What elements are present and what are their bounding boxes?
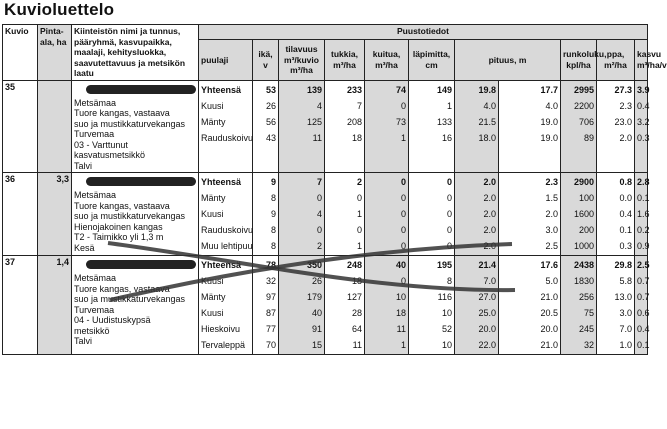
species-value: 21.0 <box>540 292 558 302</box>
col-ppa <box>597 173 635 256</box>
info-line: Talvi <box>74 160 93 171</box>
total-value: 19.8 <box>478 84 496 95</box>
species-value: 0 <box>446 241 452 251</box>
species-value: 127 <box>346 292 362 302</box>
col-tukkia <box>325 80 365 173</box>
species-value: 18.0 <box>478 132 496 143</box>
species-value: 1.0 <box>619 340 632 350</box>
total-value: 27.3 <box>614 84 632 95</box>
compartment-table <box>2 24 667 355</box>
species-value: 0.9 <box>637 241 650 251</box>
total-value: 233 <box>346 84 362 95</box>
species-value: 0 <box>400 276 406 286</box>
total-value: 195 <box>436 260 452 270</box>
col-tilavuus <box>279 80 325 173</box>
info-line: T2 - Taimikko yli 1,3 m <box>74 232 164 242</box>
info-line: Metsämaa <box>74 97 117 108</box>
info-line: Metsämaa <box>74 190 117 200</box>
species-value: 40 <box>311 308 322 318</box>
species-value: 0.1 <box>637 340 650 350</box>
redacted-name <box>86 85 196 94</box>
species-value: 11 <box>352 340 362 350</box>
species-value: 8 <box>270 241 276 251</box>
header-tukkia: tukkia, m³/ha <box>325 40 365 81</box>
species-value: 0.3 <box>637 132 650 143</box>
species-value: 0.4 <box>619 209 632 219</box>
total-value: 2.5 <box>637 260 650 270</box>
header-kasvu: kasvu m³/ha/v <box>635 40 648 81</box>
species-value: 10 <box>441 308 452 318</box>
species-value: 116 <box>437 292 452 302</box>
total-value: 40 <box>395 260 406 270</box>
info-line: Talvi <box>74 336 93 346</box>
col-puulaji <box>199 80 253 173</box>
total-value: 149 <box>436 84 452 95</box>
info-line: 04 - Uudistuskypsä <box>74 315 151 325</box>
species-value: 0.4 <box>637 324 650 334</box>
species-value: 26 <box>311 276 322 286</box>
species-value: Kuusi <box>201 209 224 219</box>
species-value: 13.0 <box>614 292 632 302</box>
species-value: 1 <box>400 340 406 350</box>
total-value: 2900 <box>573 177 594 187</box>
species-value: Kuusi <box>201 308 224 318</box>
species-value: 7.0 <box>483 276 496 286</box>
species-value: 7.0 <box>619 324 632 334</box>
compartment-area: 3,3 <box>38 173 72 256</box>
species-value: 56 <box>265 116 276 127</box>
total-value: Yhteensä <box>201 260 242 270</box>
species-value: 4 <box>316 100 322 111</box>
total-value: 2.0 <box>483 177 496 187</box>
col-kasvu <box>635 256 648 355</box>
compartment-id: 37 <box>3 256 38 355</box>
species-value: 1 <box>446 100 452 111</box>
species-value: 0.6 <box>637 308 650 318</box>
total-value: 17.6 <box>540 260 558 270</box>
species-value: 2.0 <box>483 225 496 235</box>
species-value: 64 <box>351 324 362 334</box>
info-line: suo ja mustikkaturvekangas <box>74 294 186 304</box>
species-value: 73 <box>395 116 406 127</box>
col-runkoluku <box>561 80 597 173</box>
species-value: 0 <box>356 225 362 235</box>
col-runkoluku <box>561 256 597 355</box>
species-value: 20.5 <box>540 308 558 318</box>
compartment-id: 35 <box>3 80 38 173</box>
species-value: 28 <box>351 308 362 318</box>
header-kuvio: Kuvio <box>3 25 38 81</box>
species-value: 2.0 <box>483 193 496 203</box>
compartment-info <box>72 173 199 256</box>
species-value: 1.6 <box>637 209 650 219</box>
total-value: 3.9 <box>637 84 650 95</box>
species-value: 16 <box>441 132 452 143</box>
total-value: 2.3 <box>545 177 558 187</box>
species-value: 2 <box>316 241 322 251</box>
total-value: 2.8 <box>637 177 650 187</box>
col-pituus-a <box>455 256 499 355</box>
col-pituus-b <box>499 256 561 355</box>
species-value: 0.3 <box>619 241 632 251</box>
species-value: 9 <box>270 209 276 219</box>
info-line: Tuore kangas, vastaava <box>74 108 170 118</box>
species-value: 97 <box>265 292 276 302</box>
col-ika <box>253 80 279 173</box>
header-runkoluku: runkoluku, kpl/ha <box>561 40 597 81</box>
header-puulaji: puulaji <box>199 40 253 81</box>
species-value: 0.0 <box>619 193 632 203</box>
compartment-info <box>72 256 199 355</box>
total-value: 248 <box>346 260 362 270</box>
col-kuitua <box>365 173 409 256</box>
info-line: Kesä <box>74 242 95 253</box>
species-value: 77 <box>265 324 276 334</box>
species-value: 3.2 <box>637 116 650 127</box>
species-value: 5.8 <box>619 276 632 286</box>
species-value: 18 <box>351 132 362 143</box>
species-value: 8 <box>270 225 276 235</box>
species-value: 19.0 <box>540 116 558 127</box>
total-value: 21.4 <box>478 260 496 270</box>
col-lapimitta <box>409 256 455 355</box>
species-value: 2.0 <box>483 241 496 251</box>
species-value: 0.7 <box>637 276 650 286</box>
total-value: Yhteensä <box>201 177 242 187</box>
redacted-name <box>86 260 196 269</box>
species-value: 5.0 <box>545 276 558 286</box>
col-puulaji <box>199 256 253 355</box>
species-value: 70 <box>265 340 276 350</box>
species-value: 100 <box>578 193 594 203</box>
total-value: 2995 <box>573 84 594 95</box>
info-line: Tuore kangas, vastaava <box>74 283 170 294</box>
compartment-area: 1,4 <box>38 256 72 355</box>
total-value: 9 <box>270 177 276 187</box>
species-value: 4.0 <box>545 100 558 111</box>
species-value: Kuusi <box>201 100 224 111</box>
species-value: 1000 <box>573 241 594 251</box>
info-line: Turvemaa <box>74 129 115 139</box>
species-value: 27.0 <box>478 292 496 302</box>
page-title: Kuvioluettelo <box>4 0 115 19</box>
species-value: 1 <box>400 132 406 143</box>
col-lapimitta <box>409 80 455 173</box>
col-kasvu <box>635 173 648 256</box>
info-line: kasvatusmetsikkö <box>74 150 146 160</box>
col-lapimitta <box>409 173 455 256</box>
species-value: 23.0 <box>614 116 632 127</box>
species-value: Tervaleppä <box>201 340 246 350</box>
info-line: Tuore kangas, vastaava <box>74 200 170 211</box>
species-value: Mänty <box>201 116 226 127</box>
species-value: 32 <box>583 340 594 350</box>
col-pituus-a <box>455 80 499 173</box>
header-ppa: ppa, m²/ha <box>597 40 635 81</box>
total-value: 0.8 <box>619 177 632 187</box>
species-value: 0 <box>446 209 452 219</box>
species-value: Mänty <box>201 193 226 203</box>
species-value: Muu lehtipuu <box>201 241 253 251</box>
species-value: 0 <box>446 225 452 235</box>
species-value: 3.0 <box>545 225 558 235</box>
total-value: 29.8 <box>614 260 632 270</box>
species-value: 8 <box>270 193 276 203</box>
species-value: Rauduskoivu <box>201 225 254 235</box>
species-value: 25.0 <box>478 308 496 318</box>
species-value: 0 <box>446 193 452 203</box>
col-kuitua <box>365 256 409 355</box>
species-value: 4.0 <box>483 100 496 111</box>
col-ppa <box>597 256 635 355</box>
info-line: Turvemaa <box>74 304 115 315</box>
species-value: Hieskoivu <box>201 324 241 334</box>
total-value: 0 <box>446 177 452 187</box>
redacted-name <box>86 177 196 186</box>
header-pinta-ala: Pinta-ala, ha <box>38 25 72 81</box>
col-ika <box>253 173 279 256</box>
species-value: 87 <box>265 308 276 318</box>
col-puulaji <box>199 173 253 256</box>
total-value: Yhteensä <box>201 84 242 95</box>
species-value: 208 <box>346 116 362 127</box>
compartment-id: 36 <box>3 173 38 256</box>
species-value: 10 <box>441 340 452 350</box>
species-value: 0.2 <box>637 225 650 235</box>
total-value: 350 <box>306 260 322 270</box>
species-value: 18 <box>351 276 362 286</box>
species-value: 1 <box>356 209 362 219</box>
total-value: 78 <box>265 260 276 270</box>
info-line: Metsämaa <box>74 273 117 283</box>
species-value: 32 <box>265 276 276 286</box>
info-line: suo ja mustikkaturvekangas <box>74 211 186 221</box>
col-ppa <box>597 80 635 173</box>
species-value: 1830 <box>573 276 594 286</box>
col-pituus-b <box>499 80 561 173</box>
species-value: 8 <box>446 276 452 286</box>
col-pituus-a <box>455 173 499 256</box>
info-line: 03 - Varttunut <box>74 139 128 150</box>
total-value: 74 <box>395 84 406 95</box>
species-value: 20.0 <box>478 324 496 334</box>
species-value: 0 <box>400 225 406 235</box>
species-value: 4 <box>316 209 322 219</box>
header-tilavuus: tilavuus m³/kuvio m³/ha <box>279 40 325 81</box>
col-tilavuus <box>279 256 325 355</box>
species-value: 2.5 <box>545 241 558 251</box>
species-value: 26 <box>265 100 276 111</box>
species-value: 21.0 <box>540 340 558 350</box>
species-value: 18 <box>395 308 406 318</box>
species-value: 2.0 <box>483 209 496 219</box>
species-value: 200 <box>578 225 594 235</box>
species-value: 3.0 <box>619 308 632 318</box>
species-value: 1.5 <box>545 193 558 203</box>
species-value: 2.0 <box>545 209 558 219</box>
species-value: 0 <box>400 100 406 111</box>
compartment-row <box>3 256 648 355</box>
species-value: 15 <box>311 340 322 350</box>
compartment-area <box>38 80 72 173</box>
col-tukkia <box>325 173 365 256</box>
species-value: 245 <box>578 324 594 334</box>
species-value: 125 <box>306 116 322 127</box>
species-value: 11 <box>312 132 322 143</box>
species-value: 0 <box>400 209 406 219</box>
header-lapimitta: läpimitta, cm <box>409 40 455 81</box>
total-value: 7 <box>316 177 322 187</box>
species-value: 2200 <box>573 100 594 111</box>
species-value: 22.0 <box>478 340 496 350</box>
col-kuitua <box>365 80 409 173</box>
header-puustotiedot: Puustotiedot <box>199 25 648 40</box>
col-tilavuus <box>279 173 325 256</box>
species-value: 0.1 <box>619 225 632 235</box>
species-value: 179 <box>306 292 322 302</box>
species-value: 2.3 <box>619 100 632 111</box>
species-value: 0 <box>356 193 362 203</box>
species-value: 0.4 <box>637 100 650 111</box>
species-value: 0 <box>316 225 322 235</box>
header-pituus: pituus, m <box>455 40 561 81</box>
species-value: Kuusi <box>201 276 224 286</box>
species-value: Rauduskoivu <box>201 132 254 143</box>
species-value: 21.5 <box>478 116 496 127</box>
species-value: 7 <box>356 100 362 111</box>
info-line: Hienojakoinen kangas <box>74 221 163 232</box>
total-value: 2438 <box>573 260 594 270</box>
total-value: 0 <box>400 177 406 187</box>
species-value: 20.0 <box>540 324 558 334</box>
compartment-row <box>3 173 648 256</box>
header-ika: ikä, v <box>253 40 279 81</box>
species-value: 256 <box>578 292 594 302</box>
species-value: 0.1 <box>637 193 650 203</box>
species-value: 1600 <box>573 209 594 219</box>
compartment-row <box>3 80 648 173</box>
species-value: 706 <box>578 116 594 127</box>
species-value: 52 <box>441 324 452 334</box>
species-value: 91 <box>311 324 322 334</box>
species-value: 11 <box>396 324 406 334</box>
col-ika <box>253 256 279 355</box>
species-value: 19.0 <box>540 132 558 143</box>
species-value: 43 <box>265 132 276 143</box>
col-tukkia <box>325 256 365 355</box>
total-value: 2 <box>356 177 362 187</box>
total-value: 139 <box>306 84 322 95</box>
header-kuitua: kuitua, m³/ha <box>365 40 409 81</box>
species-value: 0.7 <box>637 292 650 302</box>
col-runkoluku <box>561 173 597 256</box>
total-value: 53 <box>265 84 276 95</box>
species-value: Mänty <box>201 292 226 302</box>
species-value: 89 <box>583 132 594 143</box>
header-kiinteisto: Kiinteistön nimi ja tunnus, pääryhmä, kasvupaikka, maalaji, kehitysluokka, saavutettavuus ja metsikön laatu <box>72 25 199 81</box>
compartment-info <box>72 80 199 173</box>
species-value: 133 <box>436 116 452 127</box>
species-value: 75 <box>583 308 594 318</box>
species-value: 0 <box>400 241 406 251</box>
species-value: 1 <box>356 241 362 251</box>
col-kasvu <box>635 80 648 173</box>
info-line: metsikkö <box>74 325 110 336</box>
species-value: 10 <box>395 292 406 302</box>
info-line: suo ja mustikkaturvekangas <box>74 118 186 129</box>
total-value: 17.7 <box>540 84 558 95</box>
species-value: 0 <box>316 193 322 203</box>
species-value: 0 <box>400 193 406 203</box>
species-value: 2.0 <box>619 132 632 143</box>
col-pituus-b <box>499 173 561 256</box>
